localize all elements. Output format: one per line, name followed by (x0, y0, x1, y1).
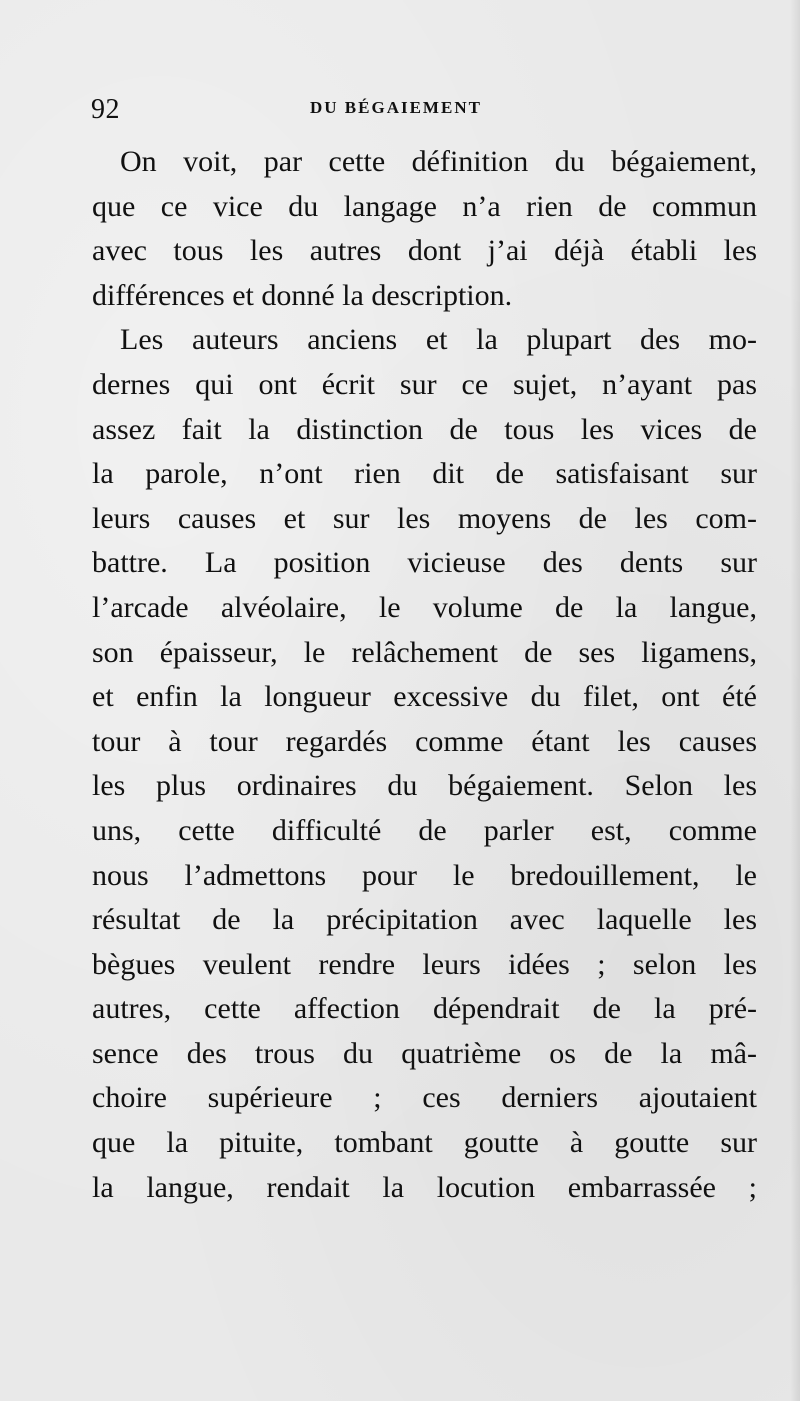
text-line: autres, cette affection dépendrait de la pré- (92, 992, 757, 1026)
text-line: sence des trous du quatrième os de la mâ- (92, 1036, 757, 1070)
text-line: différences et donné la description. (92, 278, 513, 312)
text-line: que ce vice du langage n’a rien de commun (92, 189, 757, 223)
text-line: l’arcade alvéolaire, le volume de la langue, (92, 590, 757, 624)
paragraph (92, 318, 757, 1210)
text-line: choire supérieure ; ces derniers ajoutaient (92, 1081, 757, 1115)
text-line: son épaisseur, le relâchement de ses ligamens, (92, 635, 757, 669)
body-text (92, 140, 757, 1210)
paragraph (92, 140, 757, 318)
text-line: Les auteurs anciens et la plupart des mo- (120, 323, 757, 357)
page-edge-shadow (790, 0, 800, 1401)
text-line: assez fait la distinction de tous les vices de (92, 412, 757, 446)
text-line: nous l’admettons pour le bredouillement, le (92, 858, 757, 892)
text-line: résultat de la précipitation avec laquelle les (92, 903, 757, 937)
text-line: que la pituite, tombant goutte à goutte sur (92, 1126, 757, 1160)
text-line: tour à tour regardés comme étant les causes (92, 724, 757, 758)
text-line: avec tous les autres dont j’ai déjà établi les (92, 234, 757, 268)
text-line: la langue, rendait la locution embarrassée ; (92, 1170, 757, 1204)
text-line: battre. La position vicieuse des dents sur (92, 546, 757, 580)
text-line: bègues veulent rendre leurs idées ; selon les (92, 947, 757, 981)
text-line: leurs causes et sur les moyens de les com- (92, 501, 757, 535)
text-line: et enfin la longueur excessive du filet, ont été (92, 680, 757, 714)
running-head: DU BÉGAIEMENT (310, 98, 482, 117)
text-line: la parole, n’ont rien dit de satisfaisant sur (92, 457, 757, 491)
page-number: 92 (91, 94, 120, 125)
text-line: On voit, par cette définition du bégaiement, (120, 145, 757, 178)
text-line: uns, cette difficulté de parler est, comme (92, 813, 757, 847)
text-line: dernes qui ont écrit sur ce sujet, n’ayant pas (92, 367, 757, 401)
text-line: les plus ordinaires du bégaiement. Selon les (92, 769, 757, 803)
